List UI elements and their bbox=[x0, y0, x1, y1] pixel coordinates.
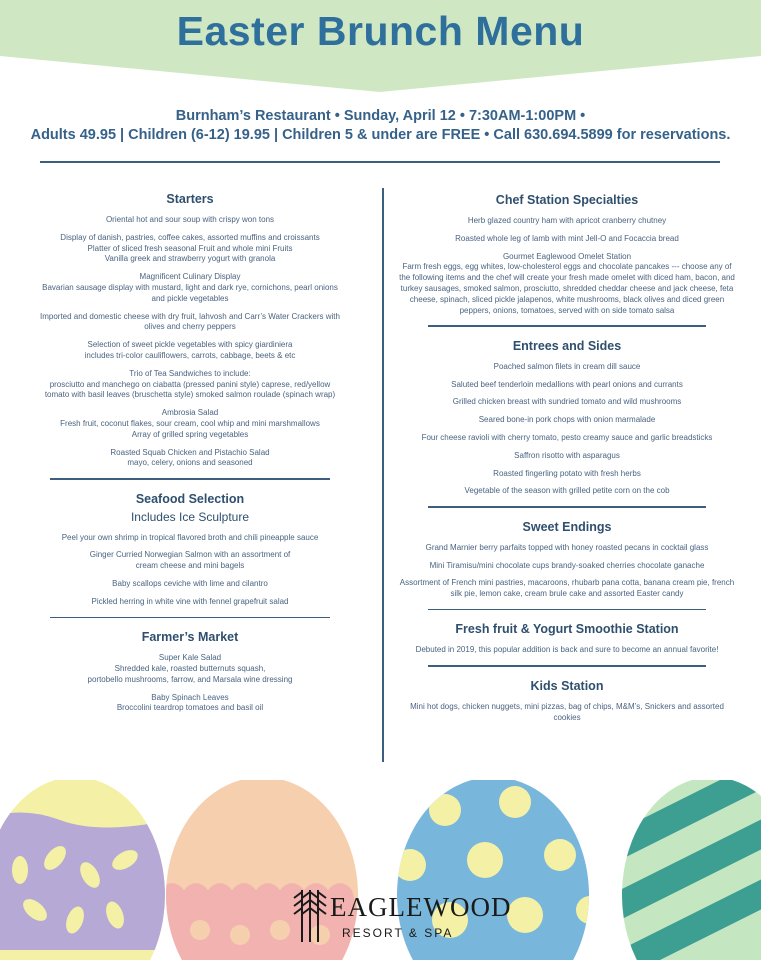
menu-item: Display of danish, pastries, coffee cakes, assorted muffins and croissants Platter of sliced fresh seasonal Fruit and whole mini Fruits Vanilla greek and strawberry yogurt with granola bbox=[60, 232, 320, 264]
section-heading-entrees: Entrees and Sides bbox=[512, 338, 622, 353]
menu-item: Vegetable of the season with grilled petite corn on the cob bbox=[464, 486, 670, 496]
menu-item: Seared bone-in pork chops with onion marmalade bbox=[478, 415, 656, 425]
menu-item: Imported and domestic cheese with dry fruit, lahvosh and Carr’s Water Crackers with olives and cherry peppers bbox=[40, 311, 340, 332]
menu-item: Roasted fingerling potato with fresh herbs bbox=[493, 468, 641, 478]
menu-item: Gourmet Eaglewood Omelet Station Farm fresh eggs, egg whites, low-cholesterol eggs and chocolate pancakes --- choose any of the following items and the chef will create your fresh made omelet with diced ham, bacon, and turkey sausages, smoked salmon, prosciutto, shredded cheddar cheese and jack cheese, feta cheese, spinach, sliced pickle jalapenos, white mushrooms, black olives and diced green peppers, onions, tomatoes, served with on side tomato salsa bbox=[399, 251, 735, 315]
section-divider bbox=[50, 478, 330, 480]
section-heading-smoothie-station: Fresh fruit & Yogurt Smoothie Station bbox=[455, 622, 679, 637]
section-divider bbox=[428, 506, 706, 508]
section-subheading: Includes Ice Sculpture bbox=[130, 509, 250, 524]
menu-item: Roasted whole leg of lamb with mint Jell-O and Focaccia bread bbox=[455, 233, 679, 243]
menu-item: Baby Spinach Leaves Broccolini teardrop tomatoes and basil oil bbox=[116, 692, 264, 713]
section-divider bbox=[50, 617, 330, 619]
egg-yellow-lavender bbox=[0, 780, 180, 960]
chef-station-section bbox=[398, 193, 736, 316]
column-divider bbox=[382, 188, 384, 762]
page-title: Easter Brunch Menu bbox=[176, 8, 585, 54]
pricing-info-line: Adults 49.95 | Children (6-12) 19.95 | Children 5 & under are FREE • Call 630.694.5899 for reservations. bbox=[30, 127, 731, 143]
menu-item: Four cheese ravioli with cherry tomato, pesto creamy sauce and garlic breadsticks bbox=[421, 433, 713, 443]
menu-item: Mini hot dogs, chicken nuggets, mini pizzas, bag of chips, M&M’s, Snickers and assorted cookies bbox=[410, 701, 724, 722]
farmers-market-section bbox=[38, 630, 342, 714]
entrees-section bbox=[398, 339, 736, 497]
menu-item: Pickled herring in white vine with fennel grapefruit salad bbox=[91, 596, 289, 606]
eaglewood-logo bbox=[290, 882, 510, 954]
starters-section bbox=[38, 192, 342, 469]
section-divider bbox=[428, 665, 706, 667]
menu-item: Saffron risotto with asparagus bbox=[514, 450, 620, 460]
section-heading-sweet-endings: Sweet Endings bbox=[522, 519, 612, 534]
section-divider bbox=[428, 609, 706, 611]
menu-item: Poached salmon filets in cream dill sauce bbox=[493, 361, 641, 371]
header-divider bbox=[40, 161, 720, 163]
restaurant-info-line: Burnham’s Restaurant • Sunday, April 12 • 7:30AM-1:00PM • bbox=[175, 108, 586, 124]
menu-item: Ginger Curried Norwegian Salmon with an assortment of cream cheese and mini bagels bbox=[89, 550, 291, 571]
menu-item: Roasted Squab Chicken and Pistachio Salad mayo, celery, onions and seasoned bbox=[110, 447, 270, 468]
logo-tagline: RESORT & SPA bbox=[342, 926, 454, 940]
menu-item: Herb glazed country ham with apricot cranberry chutney bbox=[467, 216, 667, 225]
menu-item: Super Kale Salad Shredded kale, roasted butternuts squash, portobello mushrooms, farrow, and Marsala wine dressing bbox=[87, 653, 293, 684]
section-heading-seafood: Seafood Selection bbox=[135, 491, 245, 506]
menu-item: Baby scallops ceviche with lime and cilantro bbox=[112, 579, 268, 589]
section-heading-kids-station: Kids Station bbox=[530, 678, 604, 693]
smoothie-station-section bbox=[398, 622, 736, 656]
logo-wordmark: EAGLEWOOD bbox=[330, 892, 512, 922]
menu-item: Grilled chicken breast with sundried tomato and wild mushrooms bbox=[452, 397, 682, 407]
section-heading-starters: Starters bbox=[166, 192, 214, 206]
sweet-endings-section bbox=[398, 520, 736, 600]
right-column bbox=[398, 193, 736, 730]
menu-item: Selection of sweet pickle vegetables with spicy giardiniera includes tri-color cauliflowers, carrots, cabbage, beets & etc bbox=[84, 340, 296, 360]
menu-item: Mini Tiramisu/mini chocolate cups brandy-soaked cherries chocolate ganache bbox=[429, 560, 705, 570]
left-column bbox=[38, 192, 342, 721]
eaglewood-feather-icon bbox=[290, 884, 330, 944]
menu-item: Ambrosia Salad Fresh fruit, coconut flakes, sour cream, cool whip and mini marshmallows Array of grilled spring vegetables bbox=[60, 408, 320, 439]
egg-green-striped bbox=[600, 780, 761, 960]
section-heading-chef-station: Chef Station Specialties bbox=[495, 193, 639, 207]
menu-item: Debuted in 2019, this popular addition is back and sure to become an annual favorite! bbox=[415, 645, 719, 655]
menu-item: Oriental hot and sour soup with crispy won tons bbox=[105, 215, 275, 224]
kids-station-section bbox=[398, 679, 736, 724]
section-divider bbox=[428, 325, 706, 327]
menu-item: Magnificent Culinary Display Bavarian sausage display with mustard, light and dark rye, cornichons, pearl onions and pickle vegetables bbox=[42, 272, 338, 303]
menu-item: Trio of Tea Sandwiches to include: prosciutto and manchego on ciabatta (pressed panini style) caprese, red/yellow tomato with basil leaves (bruschetta style) smoked salmon roulade (spinach wrap) bbox=[44, 368, 336, 400]
menu-item: Grand Marnier berry parfaits topped with honey roasted pecans in cocktail glass bbox=[425, 542, 709, 552]
menu-item: Saluted beef tenderloin medallions with pearl onions and currants bbox=[451, 379, 683, 389]
menu-item: Peel your own shrimp in tropical flavored broth and chili pineapple sauce bbox=[61, 532, 319, 542]
seafood-section bbox=[38, 492, 342, 608]
menu-item: Assortment of French mini pastries, macaroons, rhubarb pana cotta, banana cream pie, french silk pie, lemon cake, cream brule cake and assorted Easter candy bbox=[399, 578, 735, 599]
section-heading-farmers-market: Farmer’s Market bbox=[141, 630, 239, 645]
